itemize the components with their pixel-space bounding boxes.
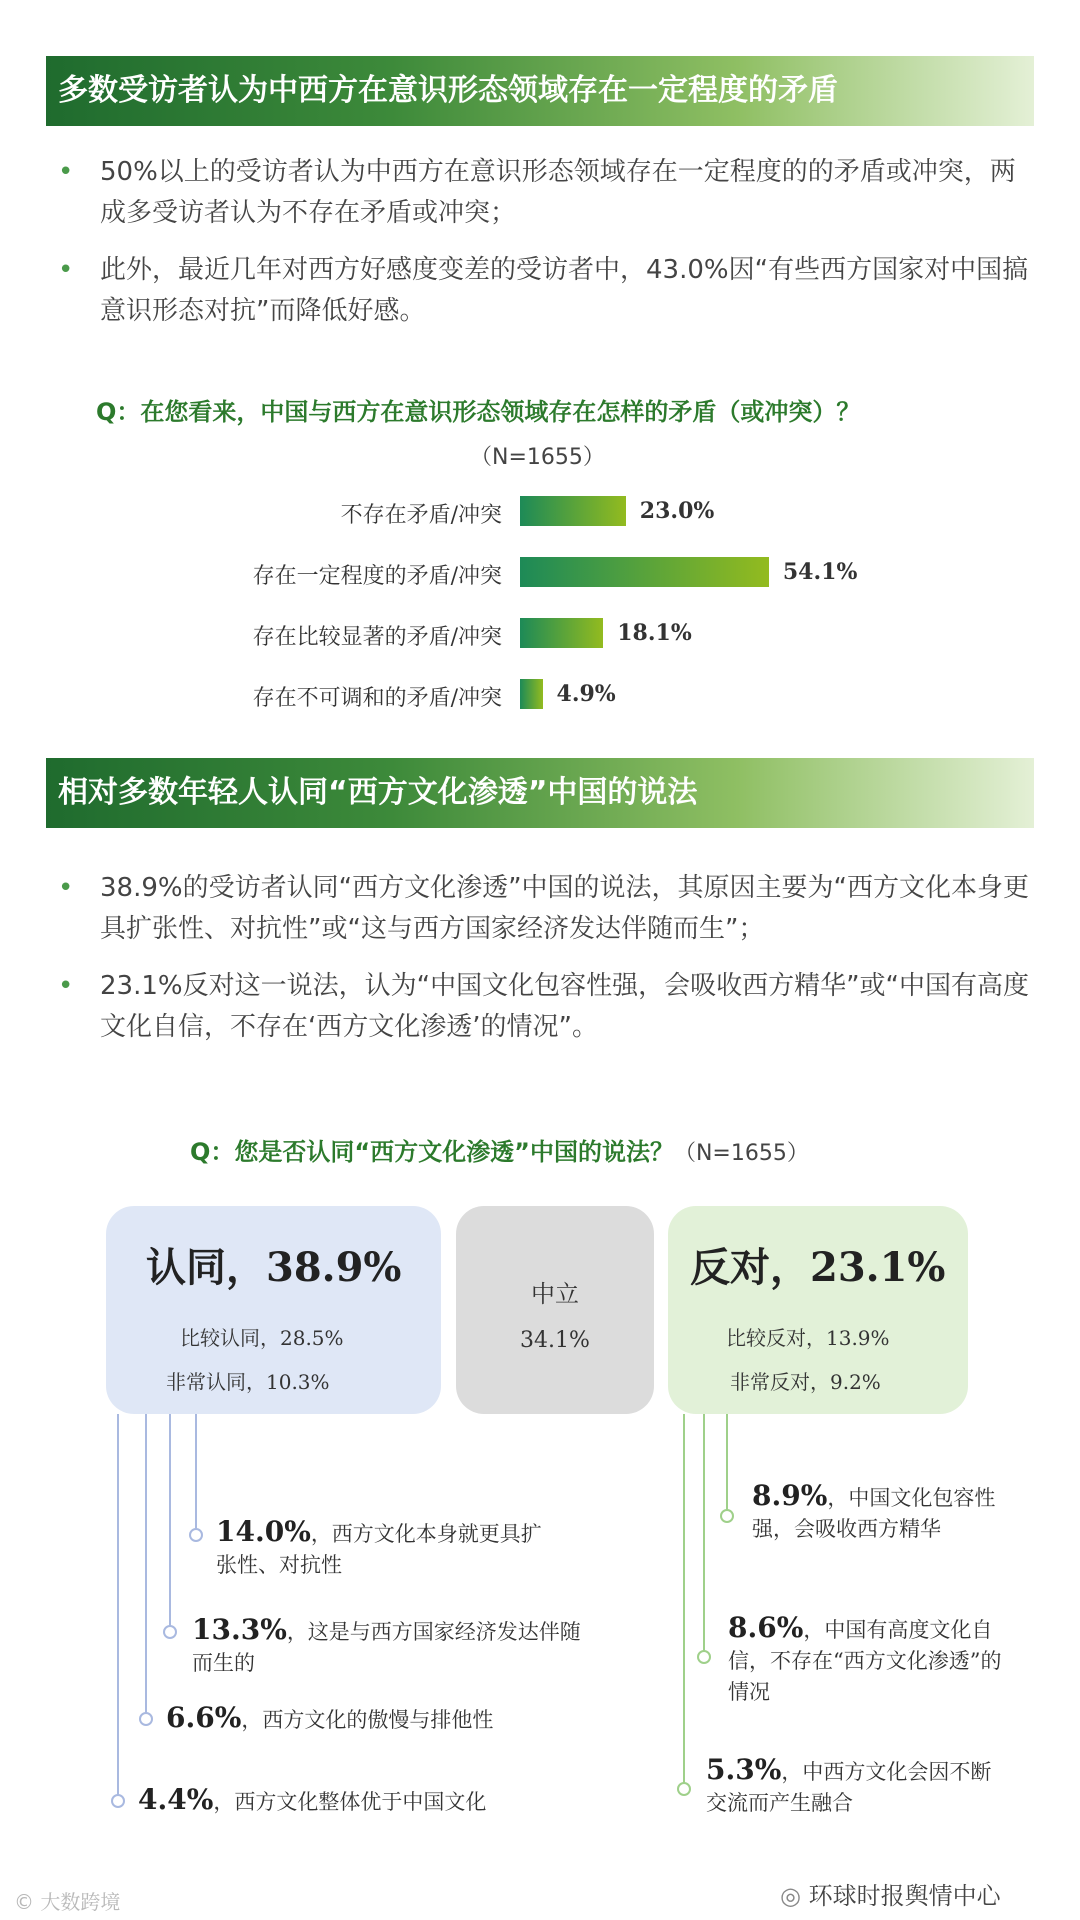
bar-value-no-conflict: 23.0% (639, 498, 715, 524)
wechat-icon: ◎ (780, 1882, 801, 1910)
agree-connector-dot-3 (140, 1713, 152, 1725)
agree-card-line-1: 比较认同，28.5% (180, 1326, 344, 1350)
agree-reason-3: 6.6%，西方文化的傲慢与排他性 (166, 1701, 494, 1734)
agree-connector-dot-4 (112, 1795, 124, 1807)
bullet-dot-icon: • (58, 873, 74, 903)
agree-reason-2: 13.3%，这是与西方国家经济发达伴随而生的 (192, 1613, 581, 1675)
agree-card-line-2: 非常认同，10.3% (166, 1370, 330, 1394)
bar-value-irreconcilable-conflict: 4.9% (556, 681, 616, 707)
oppose-reason-1: 8.9%，中国文化包容性强，会吸收西方精华 (752, 1479, 996, 1541)
section2-bullet-1: • 38.9%的受访者认同“西方文化渗透”中国的说法，其原因主要为“西方文化本身更具扩张性、对抗性”或“这与西方国家经济发达伴随而生”； (52, 868, 1032, 950)
section1-bullets (52, 152, 1032, 348)
section2-bullet-2: • 23.1%反对这一说法，认为“中国文化包容性强，会吸收西方精华”或“中国有高度文化自信，不存在‘西方文化渗透’的情况”。 (52, 966, 1032, 1048)
bar-no-conflict (520, 496, 626, 526)
bar-label-some-conflict: 存在一定程度的矛盾/冲突 (252, 564, 502, 589)
oppose-reason-3: 5.3%，中西方文化会因不断交流而产生融合 (706, 1753, 992, 1815)
agree-connector-dot-1 (190, 1529, 202, 1541)
footer-logo (14, 1886, 120, 1915)
agree-reason-1: 14.0%，西方文化本身就更具扩张性、对抗性 (216, 1515, 542, 1577)
agree-reason-4: 4.4%，西方文化整体优于中国文化 (138, 1783, 487, 1816)
bar-value-significant-conflict: 18.1% (617, 620, 692, 646)
bar-value-some-conflict: 54.1% (782, 559, 858, 585)
bar-some-conflict (520, 557, 769, 587)
footer-source-text: 环球时报舆情中心 (808, 1882, 1001, 1910)
section1-title: 多数受访者认为中西方在意识形态领域存在一定程度的矛盾 (58, 73, 838, 108)
section2-title: 相对多数年轻人认同“西方文化渗透”中国的说法 (58, 775, 698, 810)
bar-label-irreconcilable-conflict: 存在不可调和的矛盾/冲突 (252, 686, 502, 711)
section1-banner (46, 56, 1034, 126)
question-1-title: Q：在您看来，中国与西方在意识形态领域存在怎样的矛盾（或冲突）？ (96, 398, 861, 426)
footer-logo-icon: © (14, 1890, 34, 1914)
agree-card (106, 1206, 441, 1414)
neutral-card-value: 34.1% (520, 1328, 590, 1353)
section1-bullet-2: • 此外，最近几年对西方好感度变差的受访者中，43.0%因“有些西方国家对中国搞意识形态对抗”而降低好感。 (52, 250, 1032, 332)
neutral-card (456, 1206, 654, 1414)
oppose-connector-dot-2 (698, 1651, 710, 1663)
bullet-dot-icon: • (58, 971, 74, 1001)
question-2-n: （N=1655） (673, 1141, 809, 1166)
footer-source (780, 1876, 1001, 1911)
question-1-n: （N=1655） (470, 445, 605, 470)
bullet-dot-icon: • (58, 255, 74, 285)
oppose-card-title: 反对，23.1% (690, 1244, 946, 1291)
neutral-card-title: 中立 (531, 1280, 579, 1308)
oppose-connector-dot-1 (721, 1510, 733, 1522)
footer-logo-text: 大数跨境 (40, 1890, 121, 1914)
bar-label-significant-conflict: 存在比较显著的矛盾/冲突 (252, 625, 502, 650)
question-2-title: Q：您是否认同“西方文化渗透”中国的说法？（N=1655） (190, 1138, 809, 1166)
oppose-connector-dot-3 (678, 1783, 690, 1795)
bar-label-no-conflict: 不存在矛盾/冲突 (340, 503, 502, 528)
section2-bullets (52, 868, 1032, 1064)
oppose-reason-2: 8.6%，中国有高度文化自信，不存在“西方文化渗透”的情况 (728, 1611, 1002, 1704)
bullet-dot-icon: • (58, 157, 74, 187)
oppose-card-line-2: 非常反对，9.2% (730, 1370, 881, 1394)
oppose-card (668, 1206, 968, 1414)
agree-card-title: 认同，38.9% (146, 1244, 402, 1291)
bar-irreconcilable-conflict (520, 679, 543, 709)
bar-significant-conflict (520, 618, 603, 648)
section1-bullet-1: • 50%以上的受访者认为中西方在意识形态领域存在一定程度的的矛盾或冲突，两成多受访者认为不存在矛盾或冲突； (52, 152, 1032, 234)
oppose-card-line-1: 比较反对，13.9% (726, 1326, 890, 1350)
agree-connector-dot-2 (164, 1626, 176, 1638)
section2-banner (46, 758, 1034, 828)
